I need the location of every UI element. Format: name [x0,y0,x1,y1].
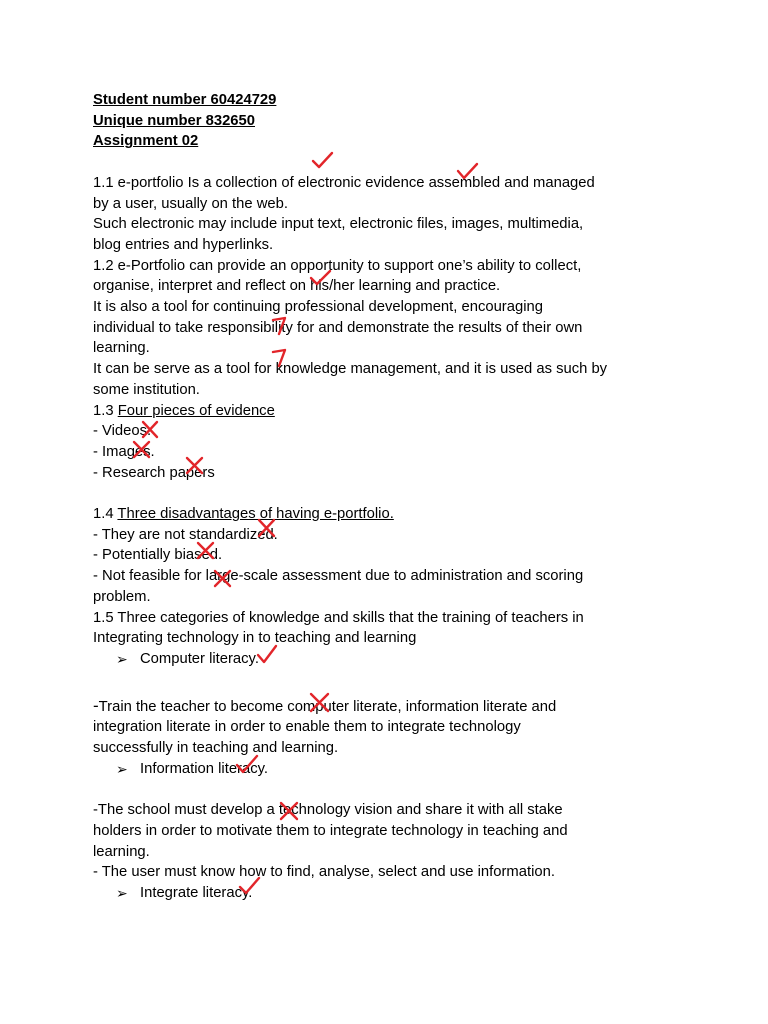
student-number: Student number 60424729 [93,92,277,108]
bullet-label: Information literacy. [140,760,269,777]
answer-1-1-line: 1.1 e-portfolio Is a collection of electronic evidence assembled and managed [93,174,595,191]
question-number: 1.4 [93,506,114,523]
answer-1-1-line: by a user, usually on the web. [93,195,288,212]
list-item: - Videos. [93,423,152,440]
arrow-bullet-icon: ➢ [116,650,128,667]
answer-1-2-line: It can be serve as a tool for knowledge management, and it is used as such by [93,361,608,378]
unique-number: Unique number 832650 [93,112,255,129]
answer-1-2-line: organise, interpret and reflect on his/her learning and practice. [93,278,501,295]
question-1-3-heading [93,401,693,422]
list-item: - Images. [93,443,155,460]
answer-1-2-line: 1.2 e-Portfolio can provide an opportunity to support one’s ability to collect, [93,257,582,274]
arrow-bullet-icon: ➢ [116,884,128,901]
answer-1-2-line: It is also a tool for continuing professional development, encouraging [93,299,543,316]
section-heading: Three disadvantages of having e-portfolio. [117,506,394,523]
assignment-document [93,90,693,904]
bullet-label: Integrate literacy. [140,884,253,901]
paragraph-text: Train the teacher to become computer literate, information literate and [98,698,557,715]
bullet-item [93,759,693,780]
answer-1-2-line: some institution. [93,381,200,398]
bullet-item [93,883,693,904]
answer-1-1-line: blog entries and hyperlinks. [93,236,274,253]
answer-1-1-line: Such electronic may include input text, electronic files, images, multimedia, [93,216,584,233]
list-item: - Not feasible for large-scale assessment due to administration and scoring [93,568,584,585]
paragraph-line: - The user must know how to find, analyse, select and use information. [93,864,555,881]
paragraph-line: learning. [93,843,150,860]
answer-1-2-line: individual to take responsibility for and demonstrate the results of their own [93,319,583,336]
answer-1-5-line: Integrating technology in to teaching and learning [93,630,417,647]
bullet-label: Computer literacy. [140,650,259,667]
question-number: 1.3 [93,402,114,419]
bullet-item [93,649,693,670]
question-1-4-heading [93,504,693,525]
list-item: - Research papers [93,464,215,481]
paragraph-line: successfully in teaching and learning. [93,740,339,757]
paragraph-line: holders in order to motivate them to integrate technology in teaching and [93,822,568,839]
arrow-bullet-icon: ➢ [116,760,128,777]
dash: - [93,695,99,715]
paragraph-line: -The school must develop a technology vision and share it with all stake [93,802,563,819]
list-item: - Potentially biased. [93,547,223,564]
paragraph-line [93,696,693,718]
section-heading: Four pieces of evidence [117,402,275,419]
answer-1-2-line: learning. [93,340,150,357]
paragraph-line: integration literate in order to enable them to integrate technology [93,719,521,736]
list-item: problem. [93,588,151,605]
list-item: - They are not standardized. [93,526,278,543]
assignment-title: Assignment 02 [93,133,199,150]
answer-1-5-line: 1.5 Three categories of knowledge and skills that the training of teachers in [93,609,584,626]
